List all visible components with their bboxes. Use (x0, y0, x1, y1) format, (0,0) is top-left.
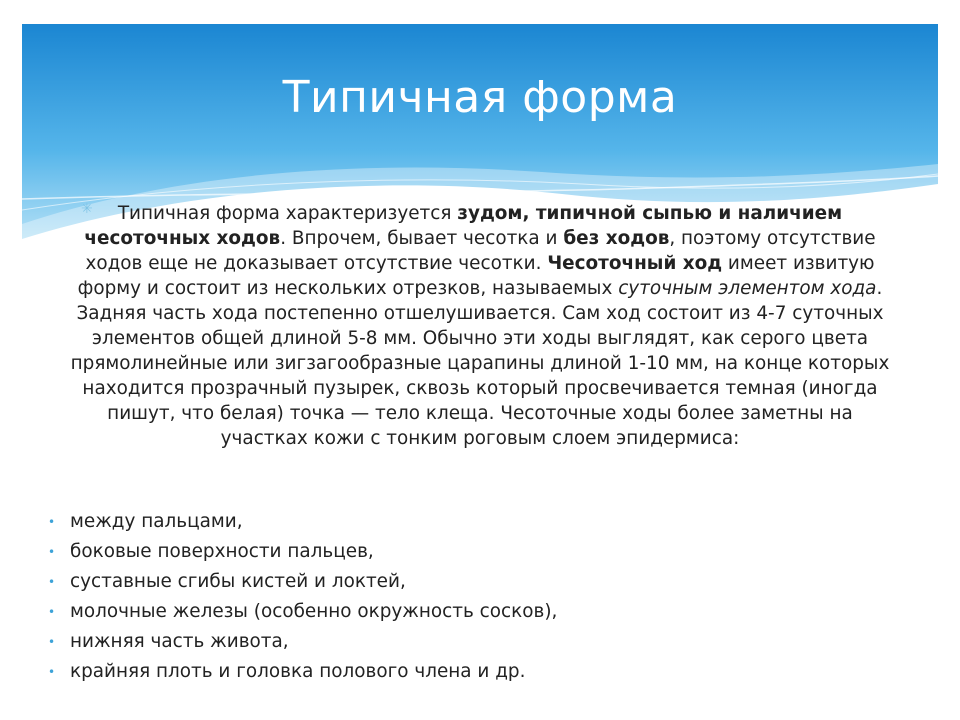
bullet-dot-icon: • (48, 665, 56, 679)
paragraph-run-bold: Чесоточный ход (547, 253, 723, 274)
paragraph-run-bold: без ходов (563, 228, 670, 249)
asterisk-bullet-icon: ✳ (81, 201, 93, 217)
list-item-text: молочные железы (особенно окружность сосков), (70, 601, 558, 622)
paragraph-run-bold: зудом, типичной сыпью и наличием чесоточных ходов (84, 203, 843, 249)
paragraph-run: , поэтому отсутствие ходов еще не доказывает отсутствие чесотки. (85, 228, 876, 274)
slide-title: Типичная форма (282, 72, 678, 123)
list-item-text: крайняя плоть и головка полового члена и др. (70, 661, 526, 682)
paragraph-run: Типичная форма характеризуется (117, 203, 458, 224)
bullet-dot-icon: • (48, 545, 56, 559)
list-item-text: нижняя часть живота, (70, 631, 289, 652)
body-paragraph (62, 201, 898, 451)
paragraph-run: . Задняя часть хода постепенно отшелушивается. Сам ход состоит из 4-7 суточных элементов общей длиной 5-8 мм. Обычно эти ходы выглядят, как серого цвета прямолинейные или зигзагообразные царапины длиной 1-10 мм, на конце которых находится прозрачный пузырек, сквозь который просвечивается темная (иногда пишут, что белая) точка — тело клеща. Чесоточные ходы более заметны на участках кожи с тонким роговым слоем эпидермиса: (70, 278, 890, 449)
bullet-dot-icon: • (48, 605, 56, 619)
bullet-dot-icon: • (48, 635, 56, 649)
bullet-dot-icon: • (48, 515, 56, 529)
list-item-text: суставные сгибы кистей и локтей, (70, 571, 406, 592)
list-item-text: боковые поверхности пальцев, (70, 541, 374, 562)
paragraph-run: . Впрочем, бывает чесотка и (280, 228, 564, 249)
paragraph-run: имеет извитую форму и состоит из нескольких отрезков, называемых (77, 253, 875, 299)
bullet-dot-icon: • (48, 575, 56, 589)
list-item-text: между пальцами, (70, 511, 243, 532)
paragraph-run-italic: суточным элементом хода (618, 278, 877, 299)
